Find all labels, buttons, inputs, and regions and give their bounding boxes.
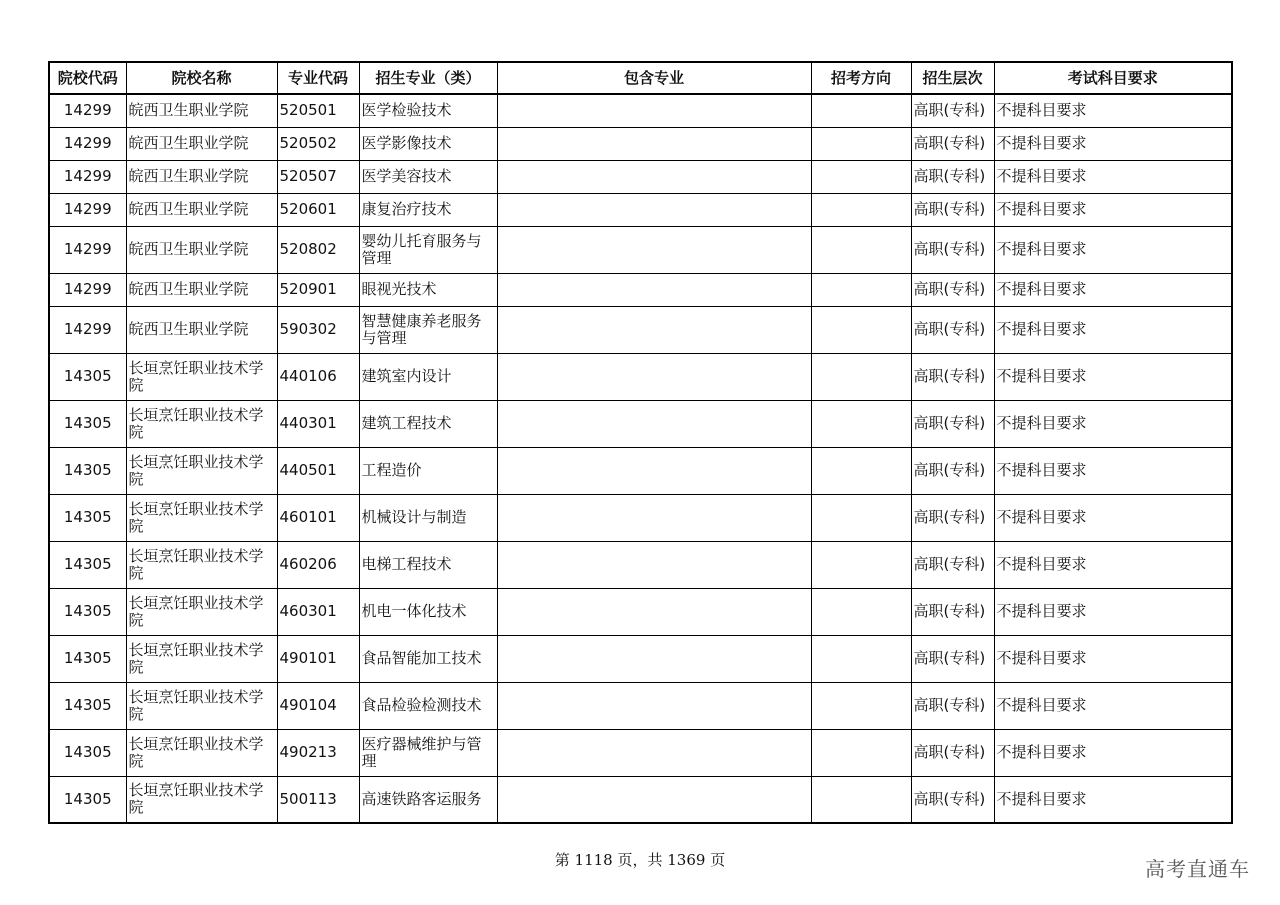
level-cell: 高职(专科) (911, 94, 994, 127)
level-cell: 高职(专科) (911, 682, 994, 729)
school-code-cell: 14299 (49, 226, 126, 273)
school-code-cell: 14305 (49, 635, 126, 682)
major-code-cell: 440501 (277, 447, 359, 494)
major-code-cell: 520601 (277, 193, 359, 226)
school-name-cell: 长垣烹饪职业技术学院 (126, 447, 277, 494)
school-code-cell: 14305 (49, 353, 126, 400)
table-row (49, 127, 1232, 160)
major-code-cell: 490104 (277, 682, 359, 729)
level-cell: 高职(专科) (911, 353, 994, 400)
watermark-logo: 高考直通车 (1145, 857, 1250, 881)
school-name-cell: 长垣烹饪职业技术学院 (126, 588, 277, 635)
level-cell: 高职(专科) (911, 273, 994, 306)
direction-cell (811, 127, 911, 160)
included-majors-cell (497, 447, 811, 494)
direction-cell (811, 635, 911, 682)
major-cell: 高速铁路客运服务 (359, 776, 497, 823)
header-school-code: 院校代码 (49, 62, 126, 94)
school-code-cell: 14299 (49, 127, 126, 160)
table-row (49, 353, 1232, 400)
included-majors-cell (497, 541, 811, 588)
requirement-cell: 不提科目要求 (994, 682, 1232, 729)
level-cell: 高职(专科) (911, 306, 994, 353)
table-row (49, 400, 1232, 447)
included-majors-cell (497, 400, 811, 447)
major-code-cell: 460301 (277, 588, 359, 635)
level-cell: 高职(专科) (911, 160, 994, 193)
requirement-cell: 不提科目要求 (994, 226, 1232, 273)
direction-cell (811, 400, 911, 447)
direction-cell (811, 729, 911, 776)
major-code-cell: 460206 (277, 541, 359, 588)
table-row (49, 94, 1232, 127)
table-row (49, 273, 1232, 306)
major-code-cell: 440301 (277, 400, 359, 447)
table-row (49, 588, 1232, 635)
direction-cell (811, 682, 911, 729)
table-row (49, 541, 1232, 588)
table-row (49, 447, 1232, 494)
school-name-cell: 皖西卫生职业学院 (126, 226, 277, 273)
major-cell: 医学影像技术 (359, 127, 497, 160)
requirement-cell: 不提科目要求 (994, 776, 1232, 823)
school-name-cell: 皖西卫生职业学院 (126, 127, 277, 160)
header-major: 招生专业（类） (359, 62, 497, 94)
major-code-cell: 490213 (277, 729, 359, 776)
table-row (49, 193, 1232, 226)
admissions-table (48, 61, 1233, 824)
requirement-cell: 不提科目要求 (994, 94, 1232, 127)
included-majors-cell (497, 729, 811, 776)
school-name-cell: 皖西卫生职业学院 (126, 193, 277, 226)
school-code-cell: 14299 (49, 273, 126, 306)
major-cell: 食品智能加工技术 (359, 635, 497, 682)
major-code-cell: 520802 (277, 226, 359, 273)
school-code-cell: 14305 (49, 447, 126, 494)
requirement-cell: 不提科目要求 (994, 541, 1232, 588)
level-cell: 高职(专科) (911, 541, 994, 588)
direction-cell (811, 353, 911, 400)
requirement-cell: 不提科目要求 (994, 306, 1232, 353)
school-code-cell: 14305 (49, 400, 126, 447)
major-cell: 智慧健康养老服务与管理 (359, 306, 497, 353)
major-cell: 电梯工程技术 (359, 541, 497, 588)
requirement-cell: 不提科目要求 (994, 400, 1232, 447)
page-footer: 第 1118 页，共 1369 页 (554, 851, 726, 869)
major-cell: 康复治疗技术 (359, 193, 497, 226)
header-direction: 招考方向 (811, 62, 911, 94)
direction-cell (811, 447, 911, 494)
requirement-cell: 不提科目要求 (994, 127, 1232, 160)
header-included-majors: 包含专业 (497, 62, 811, 94)
header-row (49, 62, 1232, 94)
school-code-cell: 14299 (49, 306, 126, 353)
school-name-cell: 长垣烹饪职业技术学院 (126, 682, 277, 729)
school-code-cell: 14305 (49, 494, 126, 541)
school-name-cell: 长垣烹饪职业技术学院 (126, 635, 277, 682)
included-majors-cell (497, 306, 811, 353)
major-code-cell: 460101 (277, 494, 359, 541)
level-cell: 高职(专科) (911, 447, 994, 494)
school-name-cell: 长垣烹饪职业技术学院 (126, 353, 277, 400)
level-cell: 高职(专科) (911, 400, 994, 447)
major-cell: 机械设计与制造 (359, 494, 497, 541)
included-majors-cell (497, 127, 811, 160)
table-row (49, 682, 1232, 729)
included-majors-cell (497, 193, 811, 226)
included-majors-cell (497, 682, 811, 729)
direction-cell (811, 160, 911, 193)
school-code-cell: 14299 (49, 94, 126, 127)
included-majors-cell (497, 494, 811, 541)
school-code-cell: 14305 (49, 729, 126, 776)
major-code-cell: 490101 (277, 635, 359, 682)
table-row (49, 226, 1232, 273)
header-school-name: 院校名称 (126, 62, 277, 94)
header-requirement: 考试科目要求 (994, 62, 1232, 94)
level-cell: 高职(专科) (911, 127, 994, 160)
header-major-code: 专业代码 (277, 62, 359, 94)
school-name-cell: 长垣烹饪职业技术学院 (126, 400, 277, 447)
direction-cell (811, 273, 911, 306)
direction-cell (811, 226, 911, 273)
major-cell: 食品检验检测技术 (359, 682, 497, 729)
level-cell: 高职(专科) (911, 588, 994, 635)
school-code-cell: 14305 (49, 682, 126, 729)
school-name-cell: 皖西卫生职业学院 (126, 306, 277, 353)
requirement-cell: 不提科目要求 (994, 494, 1232, 541)
school-name-cell: 长垣烹饪职业技术学院 (126, 776, 277, 823)
level-cell: 高职(专科) (911, 729, 994, 776)
school-code-cell: 14305 (49, 541, 126, 588)
included-majors-cell (497, 776, 811, 823)
major-code-cell: 500113 (277, 776, 359, 823)
requirement-cell: 不提科目要求 (994, 588, 1232, 635)
included-majors-cell (497, 588, 811, 635)
school-name-cell: 长垣烹饪职业技术学院 (126, 729, 277, 776)
table-row (49, 729, 1232, 776)
major-code-cell: 520507 (277, 160, 359, 193)
school-code-cell: 14299 (49, 160, 126, 193)
school-code-cell: 14305 (49, 776, 126, 823)
school-name-cell: 长垣烹饪职业技术学院 (126, 494, 277, 541)
level-cell: 高职(专科) (911, 494, 994, 541)
major-cell: 建筑工程技术 (359, 400, 497, 447)
major-code-cell: 520901 (277, 273, 359, 306)
header-level: 招生层次 (911, 62, 994, 94)
school-name-cell: 皖西卫生职业学院 (126, 273, 277, 306)
table-row (49, 635, 1232, 682)
level-cell: 高职(专科) (911, 226, 994, 273)
direction-cell (811, 776, 911, 823)
major-cell: 医学检验技术 (359, 94, 497, 127)
direction-cell (811, 541, 911, 588)
major-cell: 医疗器械维护与管理 (359, 729, 497, 776)
table-row (49, 306, 1232, 353)
level-cell: 高职(专科) (911, 193, 994, 226)
included-majors-cell (497, 94, 811, 127)
included-majors-cell (497, 353, 811, 400)
school-name-cell: 长垣烹饪职业技术学院 (126, 541, 277, 588)
requirement-cell: 不提科目要求 (994, 447, 1232, 494)
included-majors-cell (497, 635, 811, 682)
requirement-cell: 不提科目要求 (994, 635, 1232, 682)
school-code-cell: 14305 (49, 588, 126, 635)
major-code-cell: 590302 (277, 306, 359, 353)
direction-cell (811, 494, 911, 541)
included-majors-cell (497, 226, 811, 273)
table-row (49, 160, 1232, 193)
major-cell: 建筑室内设计 (359, 353, 497, 400)
major-code-cell: 520502 (277, 127, 359, 160)
major-code-cell: 520501 (277, 94, 359, 127)
table-row (49, 776, 1232, 823)
included-majors-cell (497, 273, 811, 306)
requirement-cell: 不提科目要求 (994, 273, 1232, 306)
requirement-cell: 不提科目要求 (994, 353, 1232, 400)
level-cell: 高职(专科) (911, 776, 994, 823)
direction-cell (811, 94, 911, 127)
major-cell: 婴幼儿托育服务与管理 (359, 226, 497, 273)
table-row (49, 494, 1232, 541)
requirement-cell: 不提科目要求 (994, 729, 1232, 776)
direction-cell (811, 306, 911, 353)
major-cell: 机电一体化技术 (359, 588, 497, 635)
school-name-cell: 皖西卫生职业学院 (126, 160, 277, 193)
direction-cell (811, 588, 911, 635)
major-code-cell: 440106 (277, 353, 359, 400)
major-cell: 医学美容技术 (359, 160, 497, 193)
level-cell: 高职(专科) (911, 635, 994, 682)
requirement-cell: 不提科目要求 (994, 160, 1232, 193)
included-majors-cell (497, 160, 811, 193)
direction-cell (811, 193, 911, 226)
major-cell: 工程造价 (359, 447, 497, 494)
table-body (49, 94, 1232, 823)
school-code-cell: 14299 (49, 193, 126, 226)
school-name-cell: 皖西卫生职业学院 (126, 94, 277, 127)
requirement-cell: 不提科目要求 (994, 193, 1232, 226)
major-cell: 眼视光技术 (359, 273, 497, 306)
